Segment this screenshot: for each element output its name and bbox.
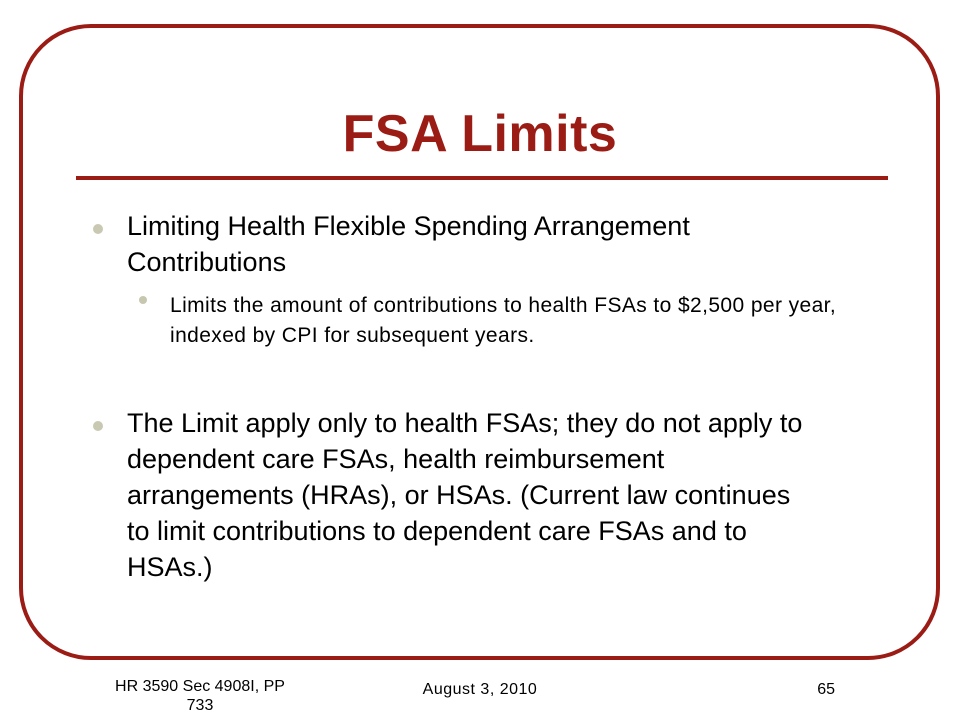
footer-source: HR 3590 Sec 4908I, PP 733: [115, 678, 285, 714]
footer-date: August 3, 2010: [422, 681, 538, 698]
footer-page-number: 65: [817, 681, 835, 698]
bullet-item-1: Limiting Health Flexible Spending Arrangement Contributions: [127, 211, 690, 277]
slide-title: FSA Limits: [342, 105, 618, 163]
sub-bullet-item-1: Limits the amount of contributions to health FSAs to $2,500 per year, indexed by CPI for subsequent years.: [170, 294, 837, 347]
bullet-dot-icon: [93, 421, 103, 431]
bullet-dot-icon: [93, 224, 103, 234]
bullet-item-2: The Limit apply only to health FSAs; they do not apply to dependent care FSAs, health reimbursement arrangements (HRAs), or HSAs. (Current law continues to limit contributions to dependent care FSAs and to HSAs.): [127, 408, 803, 582]
title-divider: [76, 176, 888, 180]
sub-bullet-dot-icon: [139, 296, 147, 304]
